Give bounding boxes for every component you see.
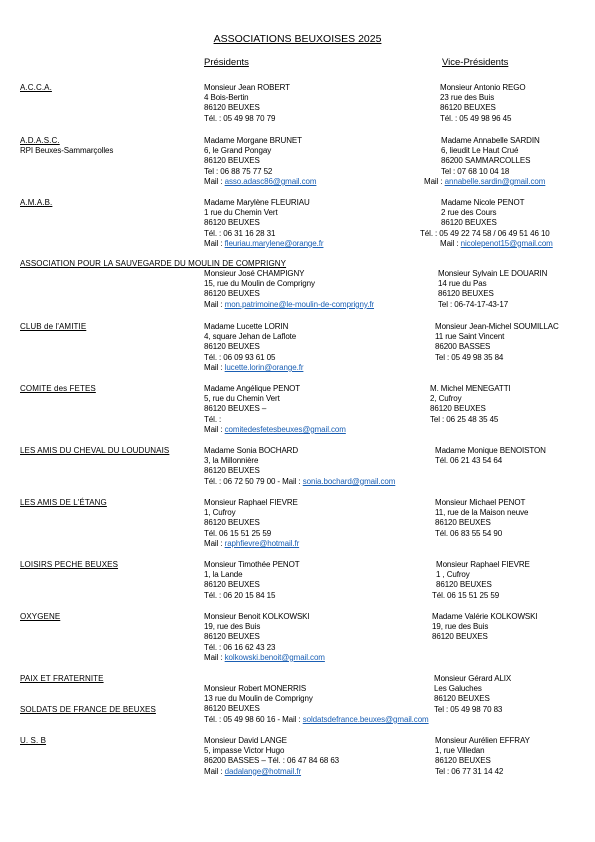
contact-text: 11, rue de la Maison neuve [435,508,529,518]
association-name-block [20,83,52,93]
association-name-block [20,498,107,508]
contact-line [204,746,339,756]
contact-line [441,167,545,177]
contact-text: Monsieur Jean ROBERT [204,83,290,92]
email-link[interactable]: mon.patrimoine@le-moulin-de-comprigny.fr [224,299,375,309]
president-contact [204,736,339,777]
contact-line [432,632,538,642]
contact-text: 3, la Millonnière [204,456,259,466]
contact-text: Tél. 06 83 55 54 90 [435,528,503,538]
association-name-block [20,674,104,684]
contact-text: 4, square Jehan de Laflote [204,332,297,342]
email-link[interactable]: asso.adasc86@gmail.com [224,176,317,186]
contact-text: Mail : [204,538,225,548]
contact-text: Tél. 06 15 51 25 59 [432,590,500,600]
contact-line [204,570,300,580]
contact-line [436,560,530,570]
contact-text: Tél. : 05 49 98 60 16 - Mail : [204,714,303,724]
contact-line [420,229,553,239]
contact-text: 1 rue du Chemin Vert [204,208,278,218]
contact-line [204,167,316,177]
contact-line [204,518,299,528]
contact-text: 86120 BEUXES [430,404,486,414]
contact-text: 19, rue des Buis [432,622,489,632]
contact-text: 86120 BEUXES [204,156,260,166]
contact-text: 86120 BEUXES [435,518,491,528]
contact-line [435,353,559,363]
contact-line [435,736,530,746]
contact-line [435,756,530,766]
contact-line [432,612,538,622]
contact-line [204,684,429,694]
contact-text: Monsieur Antonio REGO [440,83,526,92]
contact-text: Tel : 06 88 75 77 52 [204,166,273,176]
contact-text: 86120 BEUXES [204,103,260,113]
president-contact [204,498,299,549]
contact-text: Monsieur Michael PENOT [435,498,526,507]
contact-text: Madame Annabelle SARDIN [441,136,540,145]
contact-text: Mail : [204,299,225,309]
contact-line [430,404,511,414]
contact-line [434,694,511,704]
contact-text: Mail : [204,652,225,662]
president-contact [204,83,290,124]
contact-text: Tel : 05 49 98 70 83 [434,704,503,714]
contact-text: Madame Nicole PENOT [441,198,525,207]
contact-text: 86120 BEUXES [434,694,490,704]
vice-president-contact [435,498,528,539]
contact-text: Mail : [424,176,445,186]
contact-line [204,279,374,289]
contact-text: 86120 BEUXES [204,289,260,299]
contact-line [438,279,547,289]
contact-text: Tél. : 05 49 98 70 79 [204,113,276,123]
contact-line [204,643,325,653]
contact-text: Monsieur Timothée PENOT [204,560,300,569]
vice-president-contact [432,612,538,643]
contact-text: Madame Morgane BRUNET [204,136,302,145]
contact-line [441,136,545,146]
vice-presidents-header: Vice-Présidents [442,57,509,68]
contact-line [432,622,538,632]
association-name: A.C.C.A. [20,83,52,92]
contact-line [435,767,530,777]
email-link[interactable]: fleuriau.marylene@orange.fr [224,238,324,248]
contact-line [435,332,559,342]
contact-text: Tél. : 06 31 16 28 31 [204,228,276,238]
contact-line [204,342,303,352]
contact-text: 11 rue Saint Vincent [435,332,505,342]
contact-line [430,394,511,404]
contact-text: Tél. 06 21 43 54 64 [435,456,503,466]
contact-line [204,767,339,777]
association-name: ASSOCIATION POUR LA SAUVEGARDE DU MOULIN DE COMPRIGNY [20,259,287,268]
contact-line [440,93,526,103]
association-name: A.D.A.S.C. [20,136,60,145]
contact-text: Tél. : 05 49 98 96 45 [440,113,512,123]
contact-text: 86120 BEUXES [204,704,260,714]
email-link[interactable]: comitedesfetesbeuxes@gmail.com [224,424,346,434]
contact-text: Mail : [204,766,225,776]
email-link[interactable]: lucette.lorin@orange.fr [224,362,304,372]
vice-president-contact [435,736,530,777]
contact-text: M. Michel MENEGATTI [430,384,511,393]
contact-line [204,300,374,310]
contact-line [204,103,290,113]
contact-text: Tél. : 06 09 93 61 05 [204,352,276,362]
contact-text: 86120 BEUXES [204,518,260,528]
contact-text: 23 rue des Buis [440,93,495,103]
contact-line [435,529,528,539]
contact-text: Madame Angélique PENOT [204,384,301,393]
contact-line [204,146,316,156]
association-name-block [20,705,156,715]
contact-line [204,580,300,590]
contact-line [204,136,316,146]
email-link[interactable]: annabelle.sardin@gmail.com [444,176,546,186]
contact-line [434,684,511,694]
contact-line [204,508,299,518]
contact-text: 2, Cufroy [430,394,462,404]
contact-text: 86200 BASSES – Tél. : 06 47 84 68 63 [204,756,340,766]
contact-text: Les Galuches [434,684,482,694]
contact-text: Monsieur Raphael FIEVRE [204,498,298,507]
president-contact [204,269,374,310]
contact-text: Mail : [204,176,225,186]
contact-line [204,591,300,601]
president-contact [204,198,323,249]
association-subtitle: RPI Beuxes-Sammarçolles [20,146,114,156]
contact-line [435,508,528,518]
contact-text: Tél. : [204,414,222,424]
contact-line [441,218,553,228]
contact-line [204,156,316,166]
email-link[interactable]: raphfievre@hotmail.fr [224,538,300,548]
contact-text: Tél. : 05 49 22 74 58 / 06 49 51 46 10 [420,228,550,238]
contact-text: Tél. : 06 16 62 43 23 [204,642,276,652]
contact-text: 4 Bois-Bertin [204,93,249,103]
contact-line [438,300,547,310]
contact-line [441,198,553,208]
contact-line [204,446,395,456]
contact-text: 86120 BEUXES – [204,404,267,414]
contact-text: 86120 BEUXES [204,342,260,352]
contact-line [440,103,526,113]
contact-text: Monsieur Aurélien EFFRAY [435,736,530,745]
contact-text: 86120 BEUXES [432,632,488,642]
contact-text: Tél. : 06 20 15 84 15 [204,590,276,600]
vice-president-contact [440,83,526,124]
presidents-header: Présidents [204,57,249,68]
contact-line [204,229,323,239]
association-name: OXYGENE [20,612,61,621]
contact-text: 5, rue du Chemin Vert [204,394,280,404]
email-link[interactable]: sonia.bochard@gmail.com [302,476,396,486]
president-contact [204,384,346,435]
contact-line [436,580,530,590]
contact-line [204,715,429,725]
contact-text: 6, lieudit Le Haut Crué [441,146,519,156]
contact-line [204,269,374,279]
contact-text: 1, Cufroy [204,508,236,518]
contact-text: Monsieur Gérard ALIX [434,674,512,683]
contact-text: Tél. : 06 72 50 79 00 - Mail : [204,476,303,486]
contact-line [204,218,323,228]
contact-text: Tel : 05 49 98 35 84 [435,352,504,362]
vice-president-contact [420,198,553,249]
contact-text: Mail : [440,238,461,248]
contact-text: Tel : 06 25 48 35 45 [430,414,499,424]
association-name-block [20,612,60,622]
contact-line [204,394,346,404]
contact-text: Tel : 07 68 10 04 18 [441,166,510,176]
contact-line [204,477,395,487]
contact-line [430,384,511,394]
email-link[interactable]: nicolepenot15@gmail.com [460,238,553,248]
vice-president-contact [435,322,559,363]
contact-line [424,177,545,187]
association-name-block [20,322,86,332]
contact-text: 86120 BEUXES [204,466,260,476]
contact-line [204,632,325,642]
president-contact [204,560,300,601]
contact-line [204,353,303,363]
contact-text: 19, rue des Buis [204,622,261,632]
association-name: U. S. B [20,736,47,745]
email-link[interactable]: kolkowski.benoit@gmail.com [224,652,325,662]
association-name: LOISIRS PECHE BEUXES [20,560,119,569]
contact-text: Monsieur David LANGE [204,736,287,745]
contact-line [440,114,526,124]
contact-text: 86120 BEUXES [204,632,260,642]
contact-line [430,415,511,425]
page-title: ASSOCIATIONS BEUXOISES 2025 [213,33,382,45]
contact-line [434,674,511,684]
contact-line [204,456,395,466]
contact-line [435,342,559,352]
contact-text: 86200 BASSES [435,342,491,352]
contact-text: Monsieur Benoit KOLKOWSKI [204,612,310,621]
contact-text: Madame Lucette LORIN [204,322,289,331]
contact-text: 86120 BEUXES [436,580,492,590]
contact-text: 13 rue du Moulin de Comprigny [204,694,313,704]
president-contact [204,684,429,725]
contact-line [435,322,559,332]
vice-president-contact [432,560,530,601]
contact-line [204,363,303,373]
association-name-block [20,198,52,208]
association-name: SOLDATS DE FRANCE DE BEUXES [20,705,156,714]
contact-text: 2 rue des Cours [441,208,497,218]
contact-text: 1, rue Villedan [435,746,485,756]
contact-text: 86120 BEUXES [435,756,491,766]
president-contact [204,322,303,373]
association-name-block [20,384,96,394]
contact-line [204,415,346,425]
contact-text: Tel : 06 77 31 14 42 [435,766,504,776]
contact-text: 86120 BEUXES [441,218,497,228]
contact-line [204,322,303,332]
contact-text: 15, rue du Moulin de Comprigny [204,279,315,289]
contact-line [204,622,325,632]
contact-text: Monsieur José CHAMPIGNY [204,269,305,278]
contact-line [440,239,553,249]
association-name: A.M.A.B. [20,198,53,207]
contact-text: 1 , Cufroy [436,570,470,580]
contact-text: 6, le Grand Pongay [204,146,272,156]
email-link[interactable]: dadalange@hotmail.fr [224,766,302,776]
contact-line [435,498,528,508]
contact-line [204,208,323,218]
contact-line [204,384,346,394]
contact-line [441,146,545,156]
contact-text: 86120 BEUXES [440,103,496,113]
association-name-block [20,736,46,746]
contact-line [204,177,316,187]
contact-line [204,425,346,435]
contact-text: 1, la Lande [204,570,243,580]
contact-line [204,736,339,746]
association-name: LES AMIS DE L'ÉTANG [20,498,107,507]
association-name: PAIX ET FRATERNITE [20,674,104,683]
contact-line [441,208,553,218]
contact-line [435,446,546,456]
contact-line [438,269,547,279]
association-name: CLUB de l'AMITIE [20,322,87,331]
contact-line [204,198,323,208]
contact-line [204,529,299,539]
contact-text: Mail : [204,362,225,372]
contact-text: Madame Valérie KOLKOWSKI [432,612,538,621]
president-contact [204,612,325,663]
contact-line [204,114,290,124]
contact-text: Monsieur Sylvain LE DOUARIN [438,269,548,278]
contact-text: 86120 BEUXES [204,580,260,590]
contact-line [435,746,530,756]
contact-text: Mail : [204,424,225,434]
contact-line [204,694,429,704]
contact-line [204,83,290,93]
contact-line [432,591,530,601]
contact-line [204,498,299,508]
contact-text: 5, impasse Victor Hugo [204,746,285,756]
contact-line [204,289,374,299]
contact-line [438,289,547,299]
contact-text: Monsieur Raphael FIEVRE [436,560,530,569]
contact-line [434,705,511,715]
association-name-block [20,136,113,156]
association-name-block [20,446,169,456]
contact-text: Madame Marylène FLEURIAU [204,198,310,207]
contact-line [441,156,545,166]
contact-line [204,704,429,714]
contact-line [204,539,299,549]
contact-text: 86120 BEUXES [438,289,494,299]
association-name: LES AMIS DU CHEVAL DU LOUDUNAIS [20,446,170,455]
contact-line [436,570,530,580]
contact-line [204,404,346,414]
contact-text: Madame Monique BENOISTON [435,446,546,455]
association-name: COMITE des FETES [20,384,96,393]
contact-text: Monsieur Jean-Michel SOUMILLAC [435,322,559,331]
association-name-block [20,560,118,570]
contact-line [204,466,395,476]
contact-line [204,332,303,342]
contact-line [204,93,290,103]
president-contact [204,446,395,487]
president-contact [204,136,316,187]
association-name-block [20,259,286,269]
contact-text: Tél. 06 15 51 25 59 [204,528,272,538]
contact-line [204,560,300,570]
contact-line [435,518,528,528]
vice-president-contact [435,446,546,466]
vice-president-contact [438,269,547,310]
contact-text: Monsieur Robert MONERRIS [204,684,307,693]
vice-president-contact [434,674,511,715]
contact-line [204,239,323,249]
contact-line [204,756,339,766]
contact-text: Madame Sonia BOCHARD [204,446,299,455]
vice-president-contact [430,384,511,425]
email-link[interactable]: soldatsdefrance.beuxes@gmail.com [302,714,429,724]
contact-line [435,456,546,466]
contact-text: Tel : 06-74-17-43-17 [438,299,509,309]
contact-line [440,83,526,93]
contact-text: 86200 SAMMARCOLLES [441,156,531,166]
contact-text: 14 rue du Pas [438,279,487,289]
contact-text: Mail : [204,238,225,248]
vice-president-contact [424,136,545,187]
contact-line [204,612,325,622]
contact-text: 86120 BEUXES [204,218,260,228]
contact-line [204,653,325,663]
